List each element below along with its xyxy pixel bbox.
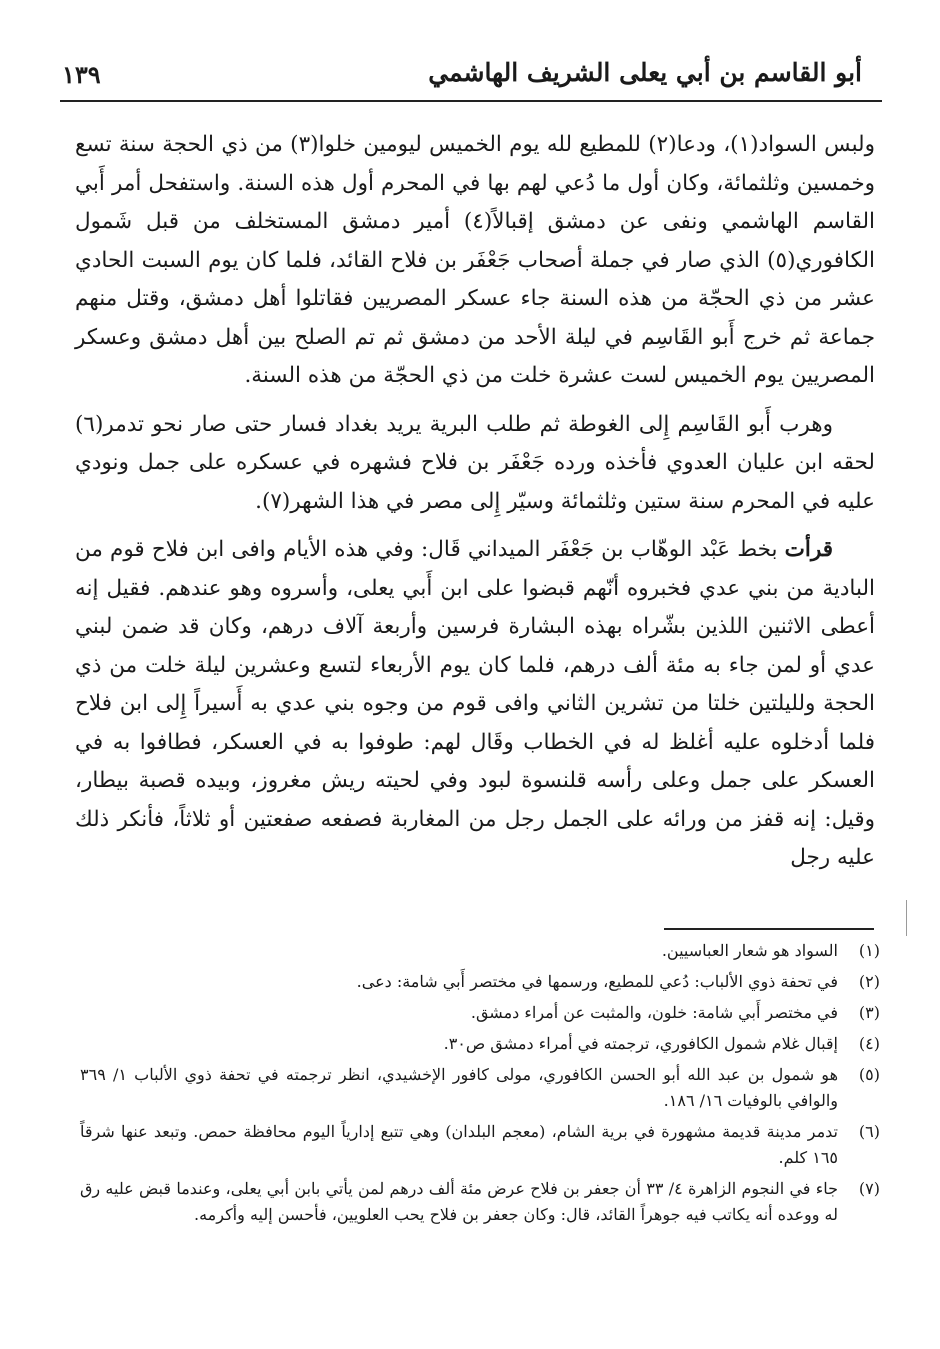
paragraph-1: ولبس السواد(١)، ودعا(٢) للمطيع لله يوم الخميس ليومين خلوا(٣) من ذي الحجة سنة تسع وخمسين وثلثمائة، وكان أول ما دُعي لهم بها في المحرم أول هذه السنة. واستفحل أمر أَبي القاسم الهاشمي ونفى عن دمشق إقبالاً(٤) أمير دمشق المستخلف من قبل شَمول الكافوري(٥) الذي صار في جملة أصحاب جَعْفَر بن فلاح القائد، فلما كان يوم السبت الحادي عشر من ذي الحجّة من هذه السنة جاء عسكر المصريين فقاتلوا أهل دمشق، وقتل منهم جماعة ثم خرج أَبو القَاسِم في ليلة الأحد من دمشق ثم تم الصلح بين أهل دمشق وعسكر المصريين يوم الخميس لست عشرة خلت من ذي الحجّة من هذه السنة. [75,132,875,388]
body-text [75,126,875,878]
footnote-text: هو شمول بن عبد الله أبو الحسن الكافوري، مولى كافور الإخشيدي، انظر ترجمته في تحفة ذوي الألباب ١/ ٣٦٩ والوافي بالوفيات ١٦/ ١٨٦. [80,1065,839,1110]
footnote-number: (٧) [858,1179,880,1198]
footnote [80,1031,880,1057]
header-rule [60,100,882,102]
footnote-text: السواد هو شعار العباسيين. [661,941,838,960]
footnote-separator [664,928,874,930]
footnote-number: (٢) [858,972,880,991]
footnote-number: (٦) [858,1122,880,1141]
footnote [80,1062,880,1114]
page-number: ١٣٩ [62,60,101,89]
footnote-number: (١) [858,941,880,960]
footnotes [80,938,880,1233]
footnote-number: (٥) [858,1065,880,1084]
paragraph-2: وهرب أَبو القَاسِم إِلى الغوطة ثم طلب البرية يريد بغداد فسار حتى صار نحو تدمر(٦) لحقه ابن عليان العدوي فأخذه ورده جَعْفَر بن فلاح فشهره في عسكره على جمل ونودي عليه في المحرم سنة ستين وثلثمائة وسيّر إِلى مصر في هذا الشهر(٧). [75,411,875,514]
footnote-text: في مختصر أَبي شامة: خلون، والمثبت عن أمراء دمشق. [470,1003,838,1022]
footnote-number: (٤) [858,1034,880,1053]
footnote-text: إقبال غلام شمول الكافوري، ترجمته في أمراء دمشق ص٣٠. [443,1034,838,1053]
footnote-text: في تحفة ذوي الألباب: دُعي للمطيع، ورسمها في مختصر أَبي شامة: دعى. [356,972,838,991]
margin-mark [906,900,907,936]
footnote-text: جاء في النجوم الزاهرة ٤/ ٣٣ أن جعفر بن فلاح عرض مئة ألف درهم لمن يأتي بابن أبي يعلى، وعندما قبض عليه رق له ووعده أنه يكاتب فيه جوهراً القائد، قال: وكان جعفر بن فلاح يحب العلويين، فأحسن إليه وأكرمه. [80,1179,839,1224]
footnote [80,1000,880,1026]
running-title: أبو القاسم بن أبي يعلى الشريف الهاشمي [428,58,862,87]
footnote-text: تدمر مدينة قديمة مشهورة في برية الشام، (معجم البلدان) وهي تتبع إدارياً اليوم محافظة حمص. وتبعد عنها شرقاً ١٦٥ كلم. [80,1122,838,1167]
footnote [80,938,880,964]
footnote [80,969,880,995]
footnote [80,1176,880,1228]
paragraph-3-text: بخط عَبْد الوهّاب بن جَعْفَر الميداني قَال: وفي هذه الأيام وافى ابن فلاح قوم من البادية من بني عدي فخبروه أنّهم قبضوا على ابن أَبي يعلى، وأسروه وهو عندهم. فقيل إنه أعطى الاثنين اللذين بشّراه بهذه البشارة فرسين وأربعة آلاف درهم، وكان قد ضمن لبني عدي أو لمن جاء به مئة ألف درهم، فلما كان يوم الأربعاء لتسع وعشرين ليلة خلت من ذي الحجة ولليلتين خلتا من تشرين الثاني وافى قوم من وجوه بني عدي به أَسيراً إِلى ابن فلاح فلما أدخلوه عليه أغلظ له في الخطاب وقَال لهم: طوفوا به في العسكر، فطافوا به في العسكر على جمل وعلى رأسه قلنسوة لبود وفي لحيته ريش مغروز، وبيده قصبة بيطار، وقيل: إنه قفز من ورائه على الجمل رجل من المغاربة فصفعه صفعتين أو ثلاثاً، فأنكر ذلك عليه رجل [75,537,875,870]
paragraph-lead-word: قرأت [784,537,833,562]
footnote [80,1119,880,1171]
footnote-number: (٣) [858,1003,880,1022]
paragraph-3 [75,531,875,878]
